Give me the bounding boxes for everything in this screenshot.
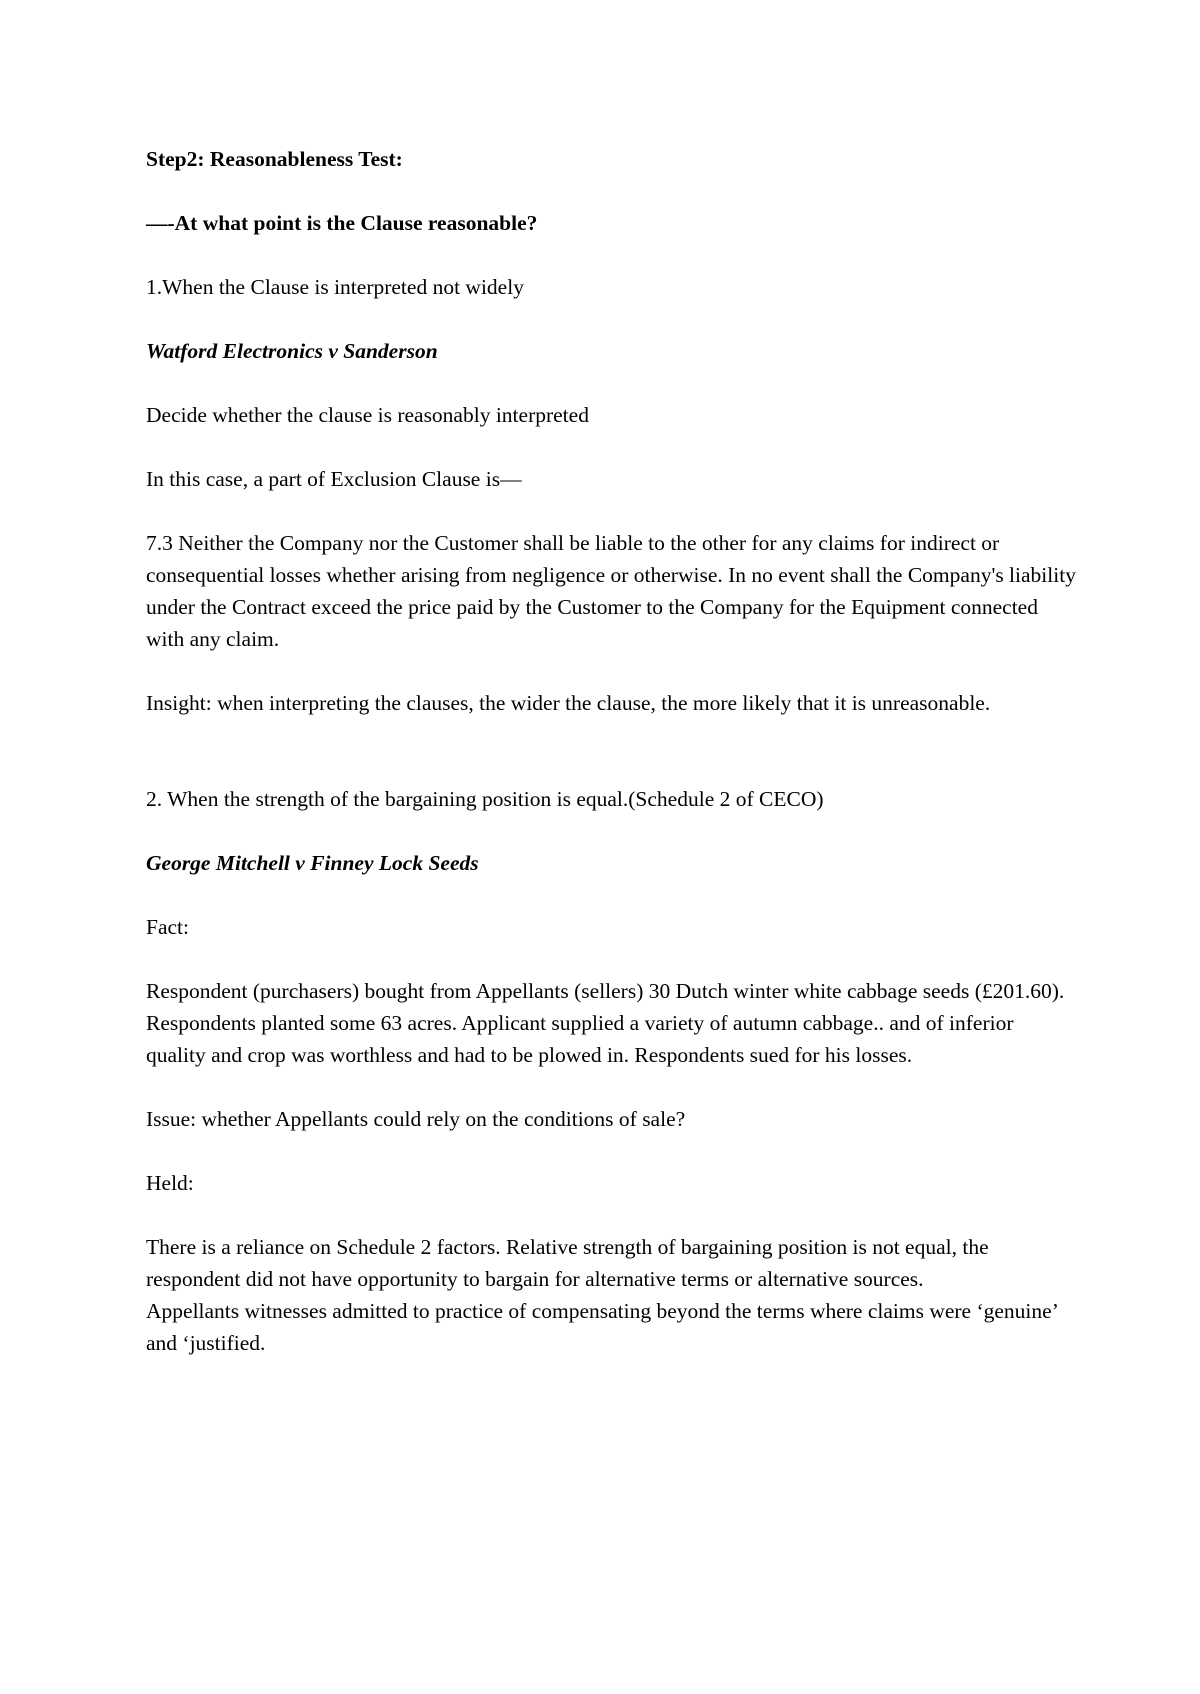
- case-title-watford: Watford Electronics v Sanderson: [146, 339, 438, 363]
- point-1: 1.When the Clause is interpreted not widely: [146, 275, 524, 299]
- section-heading: Step2: Reasonableness Test:: [146, 147, 403, 171]
- case-1-line-2: In this case, a part of Exclusion Clause is—: [146, 467, 522, 491]
- section-subheading: —-At what point is the Clause reasonable?: [146, 211, 538, 235]
- blank-line: [146, 751, 1076, 783]
- case-title-george-mitchell: George Mitchell v Finney Lock Seeds: [146, 851, 479, 875]
- document-body: [146, 143, 1076, 1391]
- held-label: Held:: [146, 1171, 194, 1195]
- point-2: 2. When the strength of the bargaining position is equal.(Schedule 2 of CECO): [146, 787, 824, 811]
- case-1-line-1: Decide whether the clause is reasonably interpreted: [146, 403, 589, 427]
- issue-paragraph: Issue: whether Appellants could rely on the conditions of sale?: [146, 1107, 686, 1131]
- held-paragraph-1: There is a reliance on Schedule 2 factors. Relative strength of bargaining position is not equal, the respondent did not have opportunity to bargain for alternative terms or alternative sources.: [146, 1235, 989, 1291]
- fact-paragraph: Respondent (purchasers) bought from Appellants (sellers) 30 Dutch winter white cabbage seeds (£201.60). Respondents planted some 63 acres. Applicant supplied a variety of autumn cabbage.. and of inferior quality and crop was worthless and had to be plowed in. Respondents sued for his losses.: [146, 979, 1065, 1067]
- fact-label: Fact:: [146, 915, 189, 939]
- clause-text: 7.3 Neither the Company nor the Customer shall be liable to the other for any claims for indirect or consequential losses whether arising from negligence or otherwise. In no event shall the Company's liability under the Contract exceed the price paid by the Customer to the Company for the Equipment connected with any claim.: [146, 531, 1076, 651]
- insight-paragraph: Insight: when interpreting the clauses, the wider the clause, the more likely that it is unreasonable.: [146, 691, 991, 715]
- held-paragraph-2: Appellants witnesses admitted to practice of compensating beyond the terms where claims were ‘genuine’ and ‘justified.: [146, 1299, 1058, 1355]
